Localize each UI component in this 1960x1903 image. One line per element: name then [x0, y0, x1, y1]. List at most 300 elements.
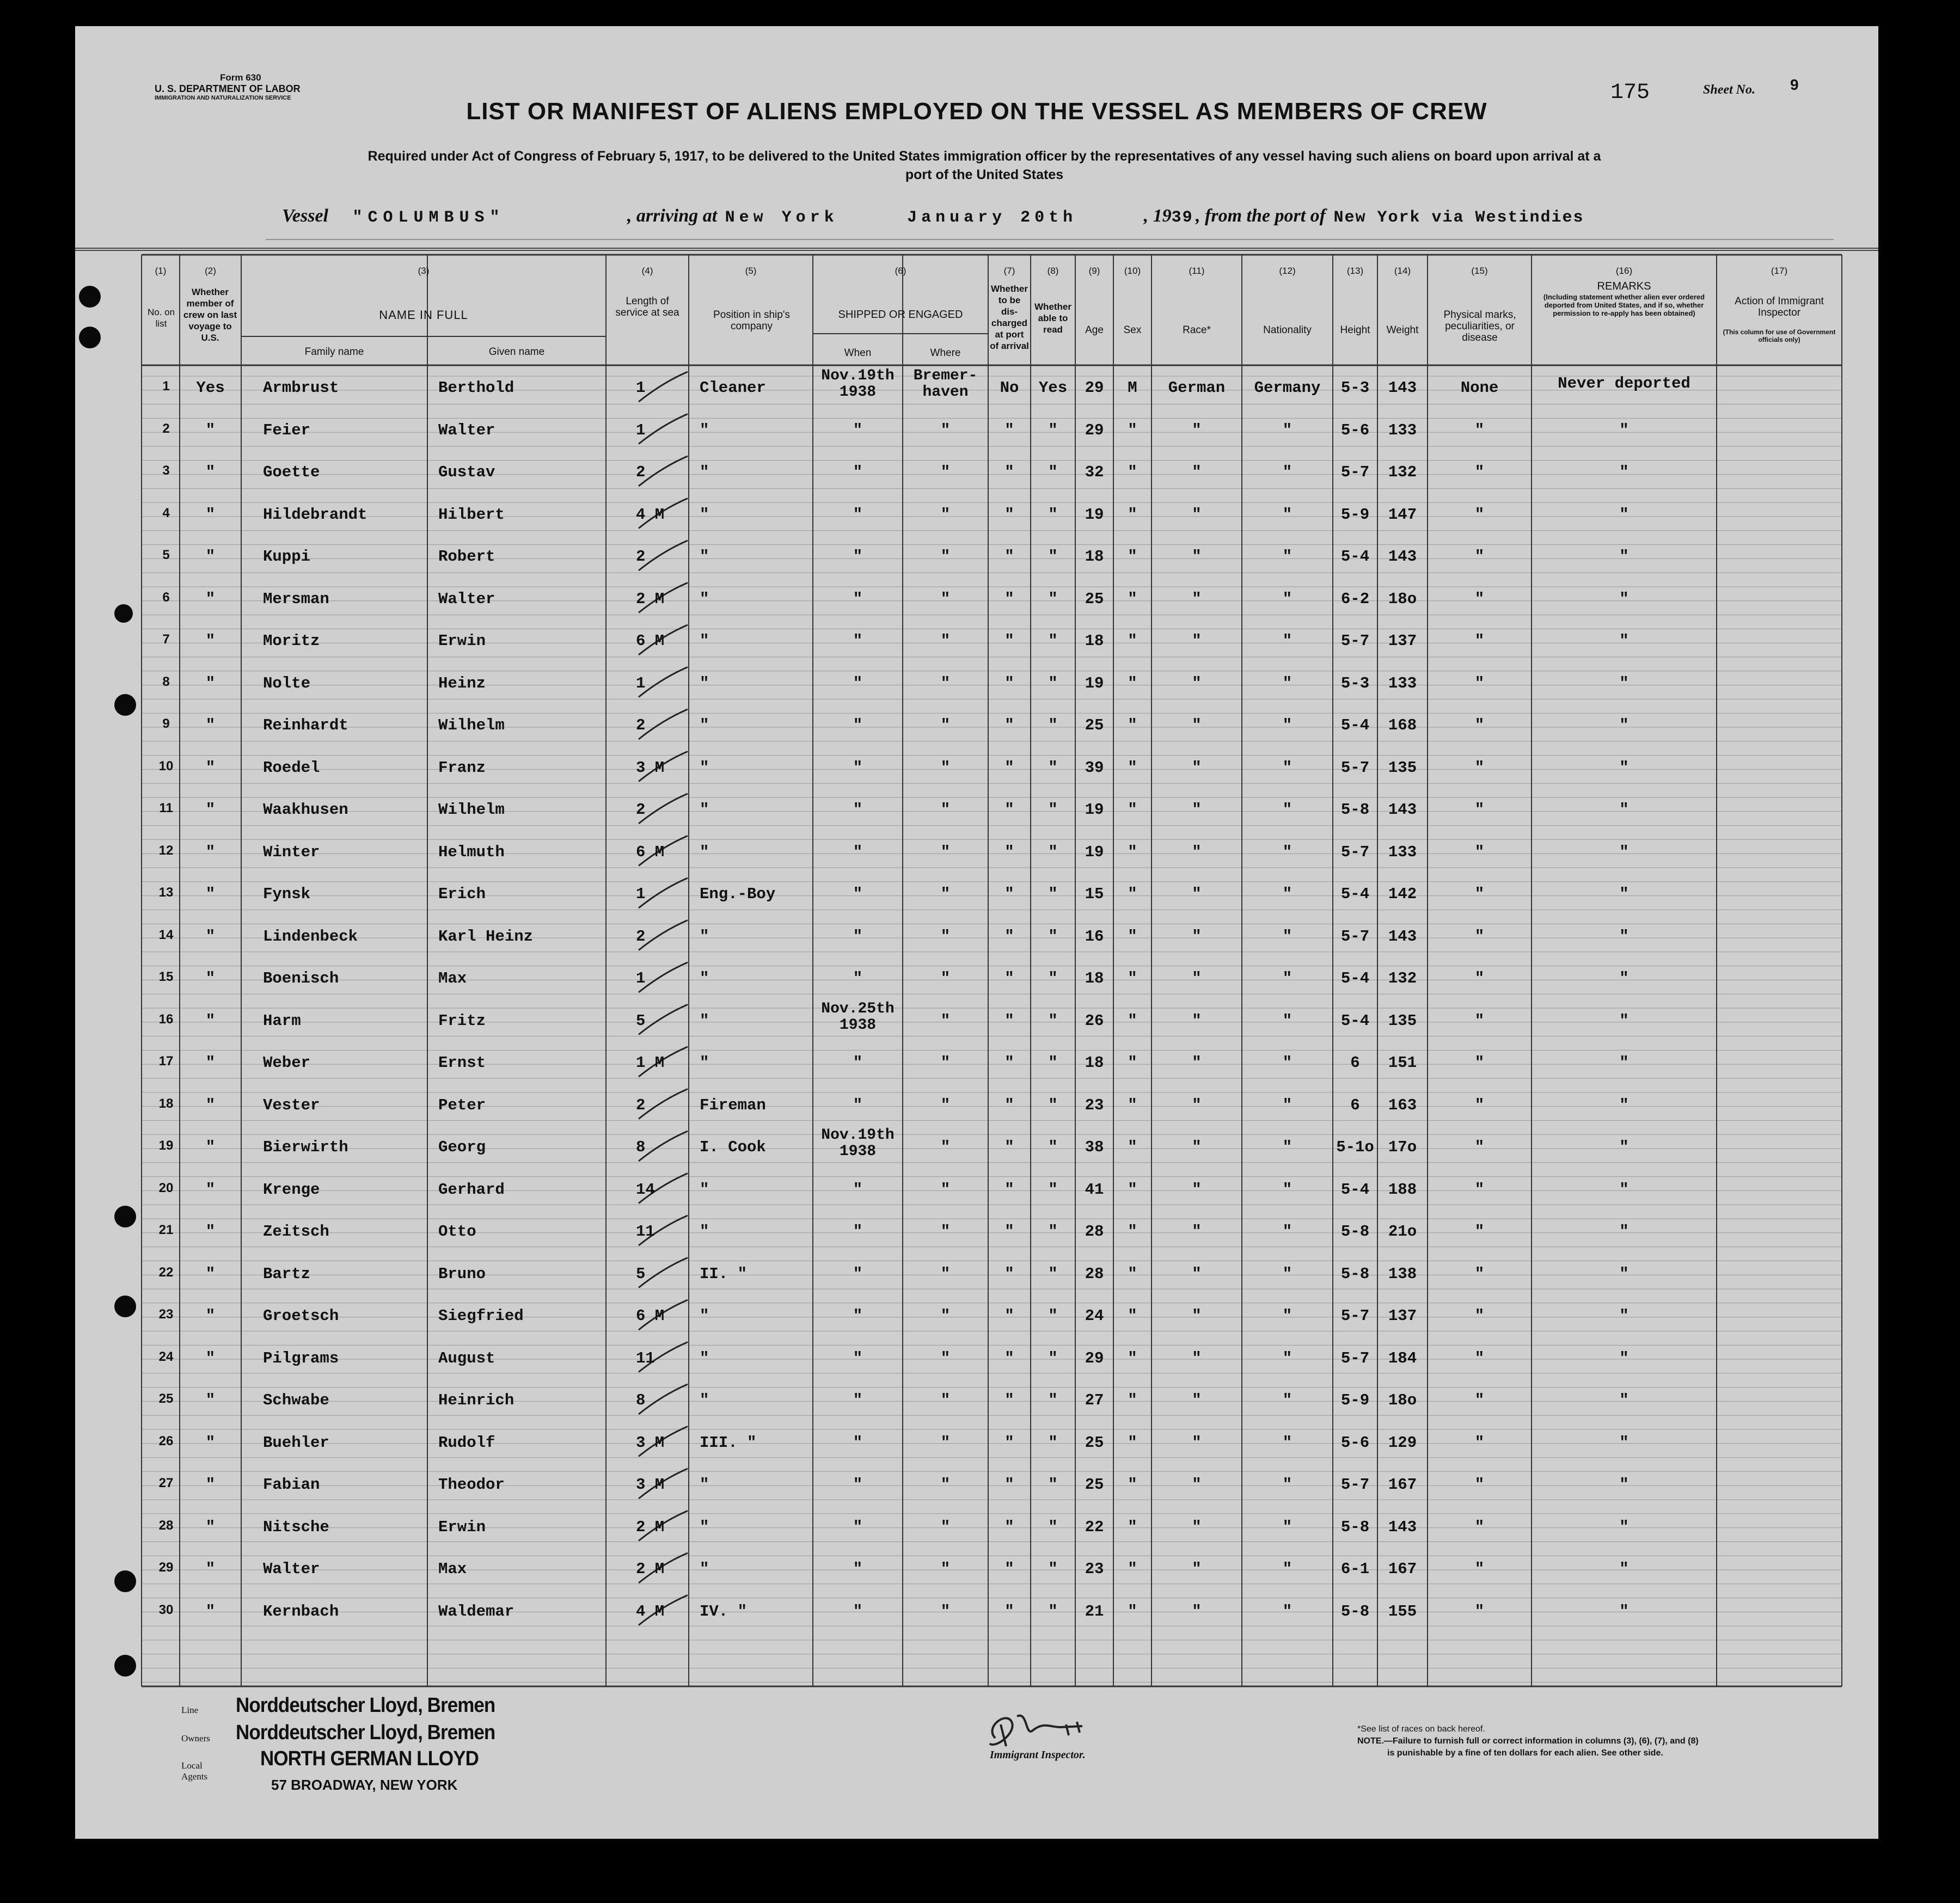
- cell-race: ": [1192, 463, 1202, 481]
- cell-age: 25: [1085, 1476, 1104, 1494]
- cell-where: ": [940, 1602, 951, 1620]
- cell-remarks: ": [1619, 1054, 1629, 1072]
- owners-label: Owners: [181, 1733, 210, 1744]
- cell-remarks: ": [1619, 1223, 1629, 1241]
- cell-discharged: ": [1004, 463, 1014, 481]
- cell-discharged: ": [1004, 1349, 1014, 1367]
- cell-remarks: ": [1619, 505, 1629, 524]
- cell-family: Nolte: [263, 674, 311, 692]
- column-number: (5): [745, 266, 757, 276]
- cell-no: 5: [162, 548, 170, 562]
- cell-race: ": [1192, 1054, 1202, 1072]
- column-number: (14): [1394, 266, 1411, 276]
- cell-position: ": [700, 969, 709, 987]
- cell-marks: ": [1474, 716, 1485, 734]
- cell-position: Fireman: [700, 1096, 766, 1114]
- cell-read: ": [1048, 1138, 1058, 1156]
- cell-no: 21: [158, 1223, 174, 1237]
- cell-read: ": [1048, 927, 1058, 946]
- cell-race: ": [1192, 1391, 1202, 1409]
- cell-discharged: ": [1004, 843, 1014, 861]
- cell-read: ": [1048, 1223, 1058, 1241]
- cell-age: 15: [1085, 885, 1104, 903]
- cell-sex: ": [1128, 1602, 1137, 1620]
- cell-age: 29: [1085, 421, 1104, 439]
- cell-discharged: No: [1000, 379, 1019, 397]
- cell-position: ": [700, 548, 709, 566]
- cell-remarks: ": [1619, 885, 1629, 903]
- cell-marks: ": [1474, 421, 1485, 439]
- cell-remarks: ": [1619, 1096, 1629, 1114]
- cell-remarks: ": [1619, 463, 1629, 481]
- cell-given: Walter: [438, 590, 495, 608]
- col-no-header: No. on list: [147, 307, 175, 329]
- column-number: (9): [1088, 266, 1100, 276]
- cell-service: 1: [636, 885, 646, 903]
- cell-discharged: ": [1004, 421, 1014, 439]
- cell-family: Kuppi: [263, 548, 311, 566]
- cell-last: ": [205, 1223, 216, 1241]
- cell-read: ": [1048, 1433, 1058, 1452]
- cell-position: II. ": [700, 1264, 748, 1283]
- cell-discharged: ": [1004, 758, 1014, 777]
- cell-discharged: ": [1004, 716, 1014, 734]
- cell-when: ": [853, 885, 863, 903]
- cell-age: 25: [1085, 1433, 1104, 1452]
- cell-read: ": [1048, 548, 1058, 566]
- cell-nationality: ": [1282, 927, 1293, 946]
- department: U. S. DEPARTMENT OF LABOR: [155, 83, 301, 94]
- binder-hole: [114, 1206, 136, 1227]
- cell-weight: 18o: [1388, 590, 1417, 608]
- cell-height: 5-6: [1340, 1433, 1370, 1452]
- col-family-header: Family name: [304, 346, 364, 358]
- cell-when: ": [853, 1054, 863, 1072]
- cell-last: ": [205, 1180, 216, 1199]
- cell-discharged: ": [1004, 927, 1014, 946]
- cell-family: Walter: [263, 1560, 320, 1578]
- cell-where: ": [940, 927, 951, 946]
- cell-weight: 133: [1388, 421, 1417, 439]
- cell-no: 18: [158, 1096, 174, 1111]
- col-position-header: Position in ship's company: [713, 309, 790, 332]
- cell-marks: ": [1474, 1349, 1485, 1367]
- cell-discharged: ": [1004, 1096, 1014, 1114]
- cell-when: ": [853, 548, 863, 566]
- column-number: (17): [1771, 266, 1788, 276]
- col-shipped-header: SHIPPED OR ENGAGED: [838, 309, 963, 321]
- binder-hole: [114, 1655, 136, 1677]
- cell-read: ": [1048, 1476, 1058, 1494]
- cell-weight: 188: [1388, 1180, 1417, 1199]
- cell-sex: ": [1128, 1391, 1137, 1409]
- cell-age: 18: [1085, 969, 1104, 987]
- cell-service: 1: [636, 674, 646, 692]
- cell-height: 5-7: [1340, 843, 1370, 861]
- cell-no: 12: [158, 843, 174, 858]
- cell-no: 20: [158, 1180, 174, 1195]
- cell-given: Wilhelm: [438, 716, 505, 734]
- cell-nationality: ": [1282, 1054, 1293, 1072]
- cell-where: ": [940, 590, 951, 608]
- cell-where: ": [940, 1264, 951, 1283]
- cell-weight: 143: [1388, 379, 1417, 397]
- cell-position: ": [700, 1391, 709, 1409]
- cell-race: ": [1192, 548, 1202, 566]
- cell-position: ": [700, 1560, 709, 1578]
- cell-race: ": [1192, 1096, 1202, 1114]
- col-discharged-header: Whether to be dis-charged at port of arrival: [990, 284, 1029, 351]
- cell-no: 15: [158, 969, 174, 984]
- cell-position: ": [700, 1054, 709, 1072]
- cell-read: ": [1048, 1349, 1058, 1367]
- cell-position: ": [700, 1180, 709, 1199]
- cell-read: ": [1048, 1054, 1058, 1072]
- column-number: (2): [205, 266, 216, 276]
- cell-remarks: ": [1619, 421, 1629, 439]
- cell-height: 5-7: [1340, 758, 1370, 777]
- cell-family: Hildebrandt: [263, 505, 367, 524]
- cell-marks: ": [1474, 1264, 1485, 1283]
- cell-family: Boenisch: [263, 969, 339, 987]
- cell-age: 19: [1085, 674, 1104, 692]
- cell-given: Peter: [438, 1096, 486, 1114]
- cell-where: ": [940, 885, 951, 903]
- cell-nationality: ": [1282, 1011, 1293, 1030]
- cell-service: 8: [636, 1391, 646, 1409]
- cell-given: Max: [438, 1560, 467, 1578]
- cell-where: ": [940, 632, 951, 650]
- cell-height: 5-8: [1340, 1602, 1370, 1620]
- cell-height: 6-1: [1340, 1560, 1370, 1578]
- sheet-label: Sheet No.: [1703, 83, 1755, 97]
- cell-nationality: ": [1282, 1180, 1293, 1199]
- cell-marks: ": [1474, 1096, 1485, 1114]
- cell-discharged: ": [1004, 1307, 1014, 1325]
- cell-sex: ": [1128, 463, 1137, 481]
- cell-sex: ": [1128, 927, 1137, 946]
- cell-last: Yes: [196, 379, 225, 397]
- cell-where: ": [940, 1223, 951, 1241]
- cell-family: Weber: [263, 1054, 311, 1072]
- cell-race: ": [1192, 632, 1202, 650]
- cell-age: 21: [1085, 1602, 1104, 1620]
- vessel-label: Vessel: [282, 206, 328, 226]
- cell-marks: ": [1474, 590, 1485, 608]
- cell-no: 17: [158, 1054, 174, 1069]
- cell-height: 5-7: [1340, 1476, 1370, 1494]
- cell-given: Heinz: [438, 674, 486, 692]
- cell-remarks: ": [1619, 1307, 1629, 1325]
- cell-last: ": [205, 1518, 216, 1536]
- binder-hole: [114, 1570, 136, 1592]
- cell-marks: ": [1474, 1476, 1485, 1494]
- cell-height: 5-7: [1340, 927, 1370, 946]
- footer-notes: [1357, 1723, 1699, 1759]
- cell-read: ": [1048, 758, 1058, 777]
- binder-hole: [114, 604, 133, 623]
- cell-weight: 143: [1388, 1518, 1417, 1536]
- cell-sex: ": [1128, 590, 1137, 608]
- cell-service: 2: [636, 548, 646, 566]
- cell-when: ": [853, 632, 863, 650]
- cell-remarks: ": [1619, 801, 1629, 819]
- cell-height: 5-3: [1340, 674, 1370, 692]
- col-nationality-header: Nationality: [1263, 324, 1312, 336]
- cell-race: ": [1192, 1011, 1202, 1030]
- form-number: Form 630: [220, 72, 261, 83]
- cell-service: 3 M: [636, 1433, 665, 1452]
- inspector-signature: [973, 1705, 1137, 1754]
- cell-given: Berthold: [438, 379, 514, 397]
- cell-where: ": [940, 1307, 951, 1325]
- cell-remarks: ": [1619, 1391, 1629, 1409]
- cell-marks: ": [1474, 1307, 1485, 1325]
- cell-no: 3: [162, 463, 170, 478]
- cell-remarks: ": [1619, 843, 1629, 861]
- cell-where: ": [940, 1476, 951, 1494]
- cell-read: ": [1048, 716, 1058, 734]
- cell-race: ": [1192, 1349, 1202, 1367]
- cell-remarks: ": [1619, 590, 1629, 608]
- cell-height: 5-7: [1340, 1307, 1370, 1325]
- cell-service: 1 M: [636, 1054, 665, 1072]
- cell-no: 6: [162, 590, 170, 605]
- cell-race: ": [1192, 1476, 1202, 1494]
- year-prefix: , 19: [1143, 206, 1172, 226]
- cell-weight: 155: [1388, 1602, 1417, 1620]
- cell-weight: 17o: [1388, 1138, 1417, 1156]
- cell-position: ": [700, 758, 709, 777]
- cell-no: 30: [158, 1602, 174, 1617]
- cell-nationality: ": [1282, 1433, 1293, 1452]
- cell-sex: ": [1128, 801, 1137, 819]
- cell-age: 24: [1085, 1307, 1104, 1325]
- cell-nationality: ": [1282, 1391, 1293, 1409]
- cell-given: Ernst: [438, 1054, 486, 1072]
- cell-when: ": [853, 1180, 863, 1199]
- cell-service: 6 M: [636, 632, 665, 650]
- cell-nationality: ": [1282, 1560, 1293, 1578]
- cell-service: 2: [636, 801, 646, 819]
- cell-sex: ": [1128, 1138, 1137, 1156]
- cell-weight: 18o: [1388, 1391, 1417, 1409]
- cell-service: 5: [636, 1011, 646, 1030]
- arrival-date: January 20th: [907, 208, 1077, 227]
- cell-last: ": [205, 1349, 216, 1367]
- cell-race: ": [1192, 1180, 1202, 1199]
- cell-height: 5-4: [1340, 1011, 1370, 1030]
- cell-position: ": [700, 421, 709, 439]
- cell-age: 41: [1085, 1180, 1104, 1199]
- cell-when: ": [853, 674, 863, 692]
- cell-nationality: ": [1282, 548, 1293, 566]
- col-service-header: Length of service at sea: [615, 296, 679, 318]
- cell-read: ": [1048, 1391, 1058, 1409]
- cell-given: Otto: [438, 1223, 476, 1241]
- cell-nationality: ": [1282, 801, 1293, 819]
- cell-given: Walter: [438, 421, 495, 439]
- cell-remarks: ": [1619, 1518, 1629, 1536]
- column-number: (3): [418, 266, 430, 276]
- cell-given: August: [438, 1349, 495, 1367]
- cell-race: ": [1192, 1264, 1202, 1283]
- cell-weight: 167: [1388, 1560, 1417, 1578]
- cell-nationality: ": [1282, 758, 1293, 777]
- cell-weight: 132: [1388, 969, 1417, 987]
- cell-when: ": [853, 1349, 863, 1367]
- cell-where: ": [940, 421, 951, 439]
- cell-given: Georg: [438, 1138, 486, 1156]
- column-number: (15): [1471, 266, 1488, 276]
- cell-height: 5-4: [1340, 716, 1370, 734]
- cell-service: 6 M: [636, 843, 665, 861]
- cell-marks: ": [1474, 632, 1485, 650]
- cell-race: ": [1192, 927, 1202, 946]
- cell-age: 38: [1085, 1138, 1104, 1156]
- cell-service: 1: [636, 379, 646, 397]
- cell-nationality: ": [1282, 1518, 1293, 1536]
- cell-last: ": [205, 927, 216, 946]
- cell-marks: ": [1474, 885, 1485, 903]
- cell-no: 7: [162, 632, 170, 647]
- cell-read: ": [1048, 1096, 1058, 1114]
- cell-where: ": [940, 1518, 951, 1536]
- page-title: LIST OR MANIFEST OF ALIENS EMPLOYED ON THE VESSEL AS MEMBERS OF CREW: [466, 98, 1487, 125]
- column-number: (11): [1189, 266, 1205, 276]
- cell-weight: 138: [1388, 1264, 1417, 1283]
- penalty-note-2: is punishable by a fine of ten dollars for each alien. See other side.: [1387, 1748, 1663, 1758]
- cell-height: 5-4: [1340, 548, 1370, 566]
- cell-marks: ": [1474, 1054, 1485, 1072]
- cell-height: 5-6: [1340, 421, 1370, 439]
- cell-given: Fritz: [438, 1011, 486, 1030]
- cell-where: ": [940, 674, 951, 692]
- cell-read: ": [1048, 674, 1058, 692]
- cell-race: ": [1192, 1138, 1202, 1156]
- cell-when: ": [853, 1476, 863, 1494]
- vessel-name: "COLUMBUS": [352, 208, 505, 227]
- cell-position: ": [700, 801, 709, 819]
- cell-family: Armbrust: [263, 379, 339, 397]
- manifest-sheet: [75, 26, 1878, 1839]
- cell-given: Erwin: [438, 632, 486, 650]
- cell-service: 1: [636, 421, 646, 439]
- cell-last: ": [205, 969, 216, 987]
- cell-weight: 168: [1388, 716, 1417, 734]
- cell-position: ": [700, 505, 709, 524]
- cell-remarks: ": [1619, 969, 1629, 987]
- cell-remarks: ": [1619, 1349, 1629, 1367]
- cell-sex: M: [1128, 379, 1137, 397]
- cell-height: 6: [1350, 1096, 1360, 1114]
- cell-height: 5-9: [1340, 1391, 1370, 1409]
- cell-service: 8: [636, 1138, 646, 1156]
- cell-given: Gustav: [438, 463, 495, 481]
- cell-where: ": [940, 1180, 951, 1199]
- cell-age: 19: [1085, 843, 1104, 861]
- col-action-note: (This column for use of Government officials only): [1723, 328, 1836, 343]
- cell-race: ": [1192, 1560, 1202, 1578]
- cell-last: ": [205, 758, 216, 777]
- line-stamp: Norddeutscher Lloyd, Bremen: [236, 1694, 495, 1717]
- cell-position: ": [700, 590, 709, 608]
- cell-race: ": [1192, 674, 1202, 692]
- cell-nationality: ": [1282, 843, 1293, 861]
- cell-height: 5-4: [1340, 969, 1370, 987]
- cell-last: ": [205, 885, 216, 903]
- cell-nationality: ": [1282, 1096, 1293, 1114]
- cell-last: ": [205, 1560, 216, 1578]
- cell-height: 6: [1350, 1054, 1360, 1072]
- cell-no: 29: [158, 1560, 174, 1575]
- cell-age: 18: [1085, 548, 1104, 566]
- cell-where: ": [940, 1011, 951, 1030]
- cell-read: ": [1048, 1560, 1058, 1578]
- cell-age: 29: [1085, 1349, 1104, 1367]
- cell-marks: ": [1474, 1433, 1485, 1452]
- cell-discharged: ": [1004, 1602, 1014, 1620]
- col-height-header: Height: [1340, 324, 1370, 336]
- cell-height: 5-7: [1340, 632, 1370, 650]
- line-label: Line: [181, 1705, 199, 1715]
- cell-weight: 147: [1388, 505, 1417, 524]
- cell-service: 11: [636, 1223, 655, 1241]
- col-action-header: Action of Immigrant Inspector: [1735, 296, 1824, 318]
- cell-position: III. ": [700, 1433, 757, 1452]
- cell-family: Roedel: [263, 758, 320, 777]
- arrival-port: New York: [725, 208, 838, 227]
- cell-nationality: ": [1282, 505, 1293, 524]
- col-race-header: Race*: [1183, 324, 1211, 336]
- cell-weight: 21o: [1388, 1223, 1417, 1241]
- cell-given: Erich: [438, 885, 486, 903]
- cell-last: ": [205, 421, 216, 439]
- cell-discharged: ": [1004, 1433, 1014, 1452]
- cell-service: 3 M: [636, 758, 665, 777]
- cell-position: ": [700, 843, 709, 861]
- cell-family: Vester: [263, 1096, 320, 1114]
- cell-service: 2 M: [636, 590, 665, 608]
- cell-marks: ": [1474, 801, 1485, 819]
- cell-discharged: ": [1004, 1180, 1014, 1199]
- binder-hole: [114, 1296, 136, 1317]
- cell-height: 5-9: [1340, 505, 1370, 524]
- cell-service: 11: [636, 1349, 655, 1367]
- cell-where: ": [940, 843, 951, 861]
- cell-remarks: ": [1619, 548, 1629, 566]
- cell-sex: ": [1128, 885, 1137, 903]
- col-age-header: Age: [1085, 324, 1104, 336]
- cell-no: 16: [158, 1011, 174, 1027]
- cell-discharged: ": [1004, 590, 1014, 608]
- cell-family: Groetsch: [263, 1307, 339, 1325]
- cell-height: 5-8: [1340, 1518, 1370, 1536]
- cell-remarks: ": [1619, 927, 1629, 946]
- page-number: 175: [1610, 81, 1650, 105]
- cell-weight: 143: [1388, 548, 1417, 566]
- cell-given: Karl Heinz: [438, 927, 534, 946]
- cell-age: 22: [1085, 1518, 1104, 1536]
- cell-age: 19: [1085, 505, 1104, 524]
- cell-where: ": [940, 463, 951, 481]
- cell-last: ": [205, 1264, 216, 1283]
- cell-family: Reinhardt: [263, 716, 348, 734]
- cell-discharged: ": [1004, 1223, 1014, 1241]
- cell-nationality: ": [1282, 969, 1293, 987]
- column-number: (4): [641, 266, 653, 276]
- cell-given: Helmuth: [438, 843, 505, 861]
